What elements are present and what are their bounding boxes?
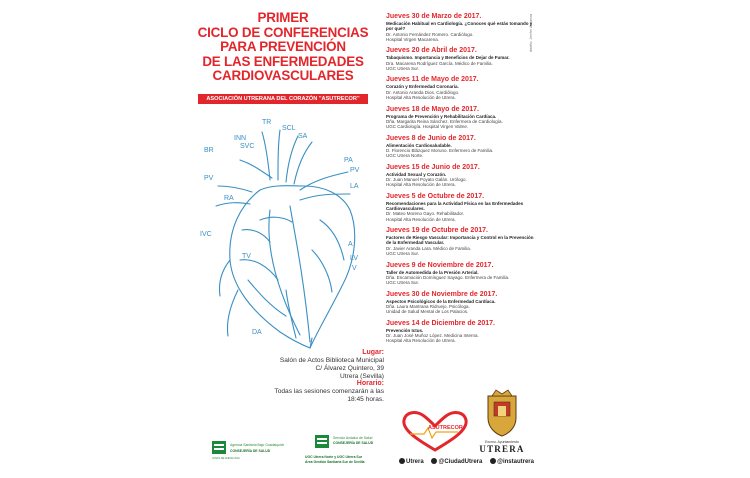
event-title: Tabaquismo. Importancia y Beneficios de Dejar de Fumar. — [386, 55, 510, 61]
heart-label: TV — [242, 253, 251, 260]
event-date: Jueves 14 de Diciembre de 2017. — [386, 319, 495, 327]
title-line: CARDIOVASCULARES — [212, 68, 354, 83]
sas-dept: CONSEJERÍA DE SALUD — [333, 441, 374, 445]
event-item — [386, 47, 536, 71]
social-facebook[interactable] — [399, 458, 424, 465]
event-speaker-line: Dr. Javier Aranda Lara. Médico de Familia. — [386, 245, 472, 251]
sas-logo — [305, 435, 390, 471]
heart-label: PV — [350, 167, 360, 174]
event-speaker-line: Dr. Juan José Muñoz López. Medicina Interna. — [386, 332, 479, 338]
instagram-icon — [490, 458, 496, 464]
event-speaker-line: Dr. Mateo Moreno Gayo. Rehabilitador. — [386, 211, 465, 217]
event-date: Jueves 9 de Noviembre de 2017. — [386, 261, 494, 269]
social-handle: Utrera — [406, 459, 424, 465]
social-handle: @CiudadUtrera — [438, 459, 483, 465]
social-instagram[interactable] — [490, 458, 534, 465]
junta-dept: CONSEJERÍA DE SALUD — [230, 449, 271, 453]
event-list — [386, 13, 536, 349]
venue-label: Lugar: — [362, 349, 384, 356]
venue-line: C/ Álvarez Quintero, 39 — [315, 365, 384, 372]
association-banner: ASOCIACIÓN UTRERANA DEL CORAZÓN "ASUTRECOR" — [198, 94, 368, 104]
event-speaker-line: D. Florencio Blázquez Moruno. Enfermero de Familia. — [386, 147, 494, 153]
event-speaker-line: Dr. Juan Manuel Poyato Galán. Urólogo. — [386, 176, 467, 182]
junta-shield-icon — [212, 441, 226, 457]
event-item — [386, 106, 536, 130]
event-date: Jueves 18 de Mayo de 2017. — [386, 105, 479, 113]
event-speaker-line: Dr. Antonio Fernández Romero. Cardiólogo. — [386, 31, 474, 37]
sas-ugc: UGC Utrera Norte y UGC Utrera Sur — [305, 455, 363, 459]
heart-label: A — [348, 241, 353, 248]
event-item — [386, 13, 536, 42]
heart-label: SVC — [240, 143, 255, 150]
title-line: PRIMER — [257, 10, 309, 25]
heart-label: SA — [298, 133, 308, 140]
heart-label: LV — [350, 255, 359, 262]
event-speaker-line: UGC Cardiología. Hospital Virgen Valme. — [386, 124, 469, 130]
social-twitter[interactable] — [431, 458, 482, 465]
asutrecor-logo — [398, 408, 473, 453]
facebook-icon — [399, 458, 405, 464]
event-title: Medicación Habitual en Cardiología. ¿Conoces qué estás tomando y por qué? — [386, 21, 533, 32]
anatomical-heart-illustration — [200, 110, 380, 355]
poster-title — [191, 11, 375, 84]
event-speaker-line: UGC Utrera Norte. — [386, 153, 424, 159]
event-title: Prevención Ictus. — [386, 327, 424, 333]
utrera-crest-icon — [482, 388, 522, 438]
event-date: Jueves 8 de Junio de 2017. — [386, 134, 476, 142]
event-title: Alimentación Cardiosaludable. — [386, 142, 452, 148]
event-speaker-line: Dña. Laura Mantrana Ridruejo. Psicóloga. — [386, 303, 470, 309]
sas-shield-icon — [315, 435, 329, 451]
event-speaker-line: Dña. Encarnación Domínguez Sayago. Enfermera de Familia. — [386, 274, 510, 280]
event-title: Aspectos Psicológicos de la Enfermedad Cardíaca. — [386, 298, 496, 304]
event-date: Jueves 5 de Octubre de 2017. — [386, 192, 485, 200]
event-item — [386, 291, 536, 315]
schedule-line: Todas las sesiones comenzarán a las — [274, 388, 384, 395]
event-title: Actividad Sexual y Corazón. — [386, 171, 447, 177]
event-date: Jueves 30 de Noviembre de 2017. — [386, 290, 498, 298]
event-date: Jueves 15 de Junio de 2017. — [386, 163, 480, 171]
asutrecor-wordmark: ASUTRECOR — [428, 425, 463, 431]
event-title: Factores de Riesgo Vascular: Importancia y Control en la Prevención de la Enfermedad Vascular. — [386, 235, 534, 246]
event-speaker-line: Hospital Alta Resolución de Utrera. — [386, 216, 456, 222]
heart-label: PV — [204, 175, 214, 182]
event-title: Corazón y Enfermedad Coronaria. — [386, 84, 459, 90]
sas-area: Área Gestión Sanitaria Sur de Sevilla — [305, 460, 365, 464]
title-line: DE LAS ENFERMEDADES — [202, 53, 364, 69]
event-speaker-line: UGC Utrera Sur. — [386, 280, 420, 286]
social-links — [399, 458, 534, 465]
event-speaker-line: Unidad de Salud Mental de Los Palacios. — [386, 309, 469, 315]
city-name: UTRERA — [479, 444, 525, 454]
event-date: Jueves 30 de Marzo de 2017. — [386, 13, 482, 20]
heart-label: INN — [234, 135, 247, 142]
event-item — [386, 164, 536, 188]
event-item — [386, 76, 536, 100]
schedule-line: 18:45 horas. — [347, 396, 384, 403]
event-title: Recomendaciones para la Actividad Física en las Enfermedades Cardiovasculares. — [386, 200, 524, 212]
heart-label: PA — [344, 157, 353, 164]
junta-agency: Agencia Sanitaria Bajo Guadalquivir — [230, 443, 285, 447]
event-speaker-line: UGC Utrera Sur. — [386, 65, 420, 71]
schedule-label: Horario: — [356, 380, 384, 387]
event-speaker-line: Hospital Alta Resolución de Utrera. — [386, 95, 456, 101]
city-council-caption: Excmo. Ayuntamiento — [485, 440, 519, 444]
junta-mark: JUNTA DE ANDALUCIA — [212, 457, 240, 460]
event-date: Jueves 11 de Mayo de 2017. — [386, 76, 479, 84]
venue-block — [240, 349, 384, 381]
event-speaker-line: Dr. Antonio Aranda Dios. Cardiólogo. — [386, 89, 460, 95]
event-item — [386, 193, 536, 222]
design-credit: diseño: Jenifer Almanza — [529, 14, 533, 53]
event-speaker-line: Dña. Margarita Reina Sánchez. Enfermera de Cardiología. — [386, 118, 503, 124]
heart-label: DA — [252, 329, 262, 336]
event-date: Jueves 19 de Octubre de 2017. — [386, 227, 488, 235]
event-item — [386, 262, 536, 286]
event-title: Programa de Prevención y Rehabilitación Cardíaca. — [386, 113, 497, 119]
heart-label: V — [352, 265, 357, 272]
event-speaker-line: Hospital Virgen Macarena. — [386, 36, 439, 42]
venue-line: Utrera (Sevilla) — [340, 373, 384, 380]
event-speaker-line: Dra. Macarena Rodríguez García. Médico de Familia. — [386, 60, 493, 66]
sas-service: Servicio Andaluz de Salud — [333, 436, 373, 440]
event-speaker-line: Hospital Alta Resolución de Utrera. — [386, 338, 456, 344]
event-date: Jueves 20 de Abril de 2017. — [386, 47, 477, 55]
event-title: Taller de Automedida de la Presión Arterial. — [386, 269, 479, 275]
heart-label: IVC — [200, 231, 212, 238]
heart-label: RA — [224, 195, 234, 202]
event-item — [386, 135, 536, 159]
heart-label: LA — [350, 183, 359, 190]
social-handle: @instautrera — [497, 459, 534, 465]
event-speaker-line: UGC Utrera Sur. — [386, 251, 420, 257]
event-item — [386, 320, 536, 344]
event-item — [386, 227, 536, 256]
junta-andalucia-logo — [212, 441, 292, 467]
schedule-block — [240, 380, 384, 404]
title-line: PARA PREVENCIÓN — [220, 39, 346, 54]
heart-label: TR — [262, 119, 272, 126]
event-speaker-line: Hospital Alta Resolución de Utrera. — [386, 182, 456, 188]
title-line: CICLO DE CONFERENCIAS — [197, 24, 369, 40]
venue-line: Salón de Actos Biblioteca Municipal — [279, 357, 384, 364]
heart-label: SCL — [282, 125, 296, 132]
heart-label: BR — [204, 147, 214, 154]
twitter-icon — [431, 458, 437, 464]
